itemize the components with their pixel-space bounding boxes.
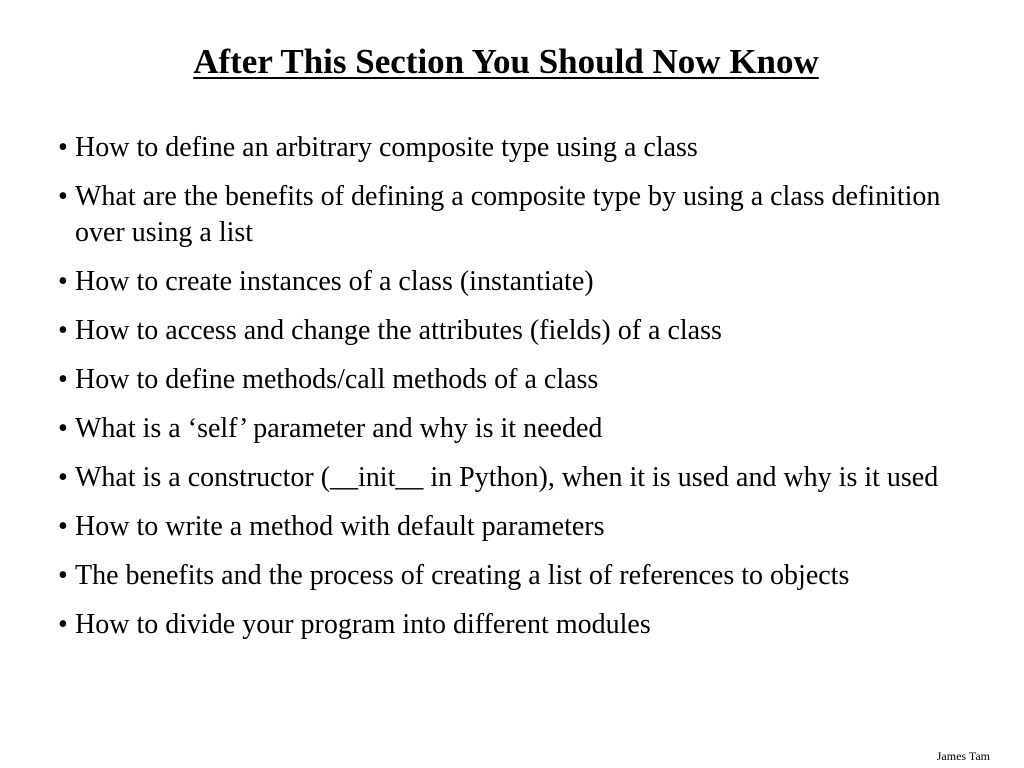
bullet-text: How to define methods/call methods of a class — [75, 364, 599, 395]
bullet-dot-icon: • — [58, 413, 68, 444]
bullet-dot-icon: • — [58, 181, 68, 212]
bullet-item — [58, 460, 958, 496]
bullet-dot-icon: • — [58, 315, 68, 346]
bullet-item — [58, 411, 958, 447]
bullet-text: What is a constructor (__init__ in Python), when it is used and why is it used — [75, 462, 939, 493]
bullet-text: How to access and change the attributes (fields) of a class — [75, 315, 722, 346]
bullet-dot-icon: • — [58, 364, 68, 395]
bullet-dot-icon: • — [58, 266, 68, 297]
bullet-dot-icon: • — [58, 560, 68, 591]
bullet-dot-icon: • — [58, 132, 68, 163]
bullet-text: How to write a method with default parameters — [75, 511, 605, 542]
bullet-text: How to divide your program into different modules — [75, 609, 651, 640]
bullet-text: How to define an arbitrary composite type using a class — [75, 132, 698, 163]
bullet-item — [58, 179, 958, 251]
bullet-dot-icon: • — [58, 609, 68, 640]
bullet-text: What are the benefits of defining a composite type by using a class definition over using a list — [75, 181, 941, 248]
bullet-item — [58, 362, 958, 398]
bullet-item — [58, 558, 958, 594]
bullet-dot-icon: • — [58, 462, 68, 493]
bullet-list — [58, 130, 958, 656]
bullet-text: The benefits and the process of creating a list of references to objects — [75, 560, 850, 591]
bullet-item — [58, 264, 958, 300]
slide-title: After This Section You Should Now Know — [193, 42, 819, 81]
bullet-item — [58, 313, 958, 349]
bullet-dot-icon: • — [58, 511, 68, 542]
bullet-item — [58, 607, 958, 643]
bullet-text: How to create instances of a class (instantiate) — [75, 266, 594, 297]
bullet-text: What is a ‘self’ parameter and why is it needed — [75, 413, 603, 444]
bullet-item — [58, 130, 958, 166]
footer-author: James Tam — [936, 749, 990, 763]
bullet-item — [58, 509, 958, 545]
